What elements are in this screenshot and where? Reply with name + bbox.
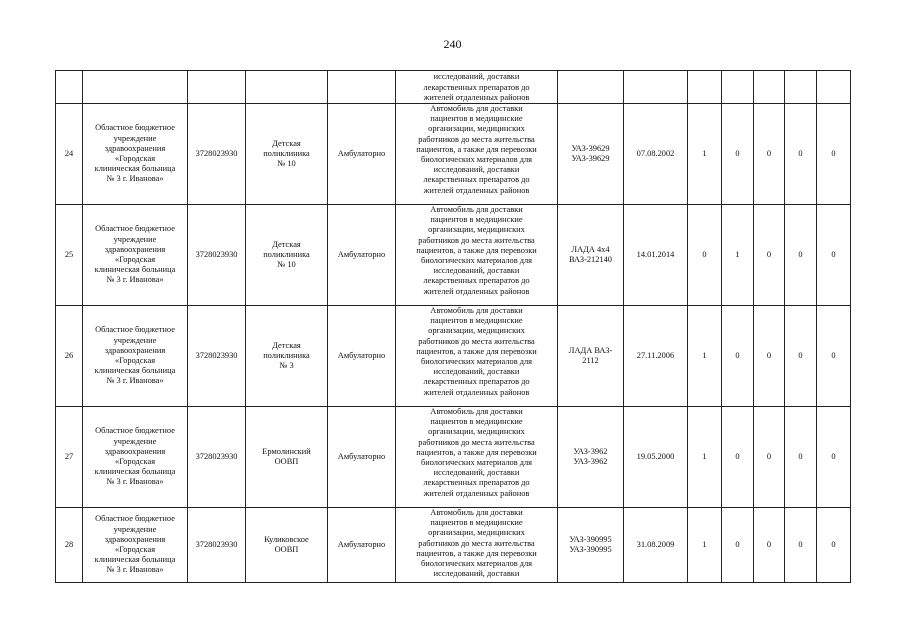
- cell-num: 27: [56, 407, 83, 508]
- cell-org: [83, 71, 188, 104]
- cell-c4: 0: [785, 508, 817, 583]
- cell-num: [56, 71, 83, 104]
- cell-care: Амбулаторно: [328, 508, 396, 583]
- cell-c4: 0: [785, 306, 817, 407]
- cell-vehicle: ЛАДА 4х4 ВАЗ-212140: [558, 205, 624, 306]
- cell-inn: 3728023930: [188, 508, 246, 583]
- cell-c5: 0: [817, 508, 851, 583]
- cell-num: 25: [56, 205, 83, 306]
- cell-c1: 1: [688, 407, 722, 508]
- cell-division: Детская поликлиника № 3: [246, 306, 328, 407]
- cell-vehicle: [558, 71, 624, 104]
- cell-date: 31.08.2009: [624, 508, 688, 583]
- cell-c3: 0: [754, 306, 785, 407]
- cell-org: Областное бюджетное учреждение здравоохранения «Городская клиническая больница № 3 г. Иванова»: [83, 104, 188, 205]
- cell-division: Ермолинский ООВП: [246, 407, 328, 508]
- cell-care: Амбулаторно: [328, 306, 396, 407]
- cell-c5: 0: [817, 306, 851, 407]
- cell-date: 07.08.2002: [624, 104, 688, 205]
- cell-org: Областное бюджетное учреждение здравоохранения «Городская клиническая больница № 3 г. Иванова»: [83, 407, 188, 508]
- cell-inn: 3728023930: [188, 407, 246, 508]
- cell-vehicle: УАЗ-39629 УАЗ-39629: [558, 104, 624, 205]
- cell-division: Детская поликлиника № 10: [246, 104, 328, 205]
- cell-date: 14.01.2014: [624, 205, 688, 306]
- cell-c5: 0: [817, 407, 851, 508]
- cell-c5: 0: [817, 104, 851, 205]
- cell-c4: 0: [785, 205, 817, 306]
- cell-org: Областное бюджетное учреждение здравоохранения «Городская клиническая больница № 3 г. Иванова»: [83, 508, 188, 583]
- table-row: [56, 205, 851, 306]
- cell-date: [624, 71, 688, 104]
- cell-division: [246, 71, 328, 104]
- cell-c4: 0: [785, 104, 817, 205]
- cell-c3: 0: [754, 407, 785, 508]
- cell-c2: 1: [722, 205, 754, 306]
- page-number: 240: [443, 37, 462, 51]
- cell-inn: 3728023930: [188, 104, 246, 205]
- cell-vehicle: ЛАДА ВАЗ- 2112: [558, 306, 624, 407]
- cell-num: 26: [56, 306, 83, 407]
- cell-c1: 0: [688, 205, 722, 306]
- cell-num: 28: [56, 508, 83, 583]
- cell-num: 24: [56, 104, 83, 205]
- cell-c2: 0: [722, 306, 754, 407]
- cell-inn: [188, 71, 246, 104]
- cell-c4: 0: [785, 407, 817, 508]
- cell-c3: [754, 71, 785, 104]
- table-row: [56, 407, 851, 508]
- cell-c5: 0: [817, 205, 851, 306]
- cell-purpose: исследований, доставки лекарственных препаратов до жителей отдаленных районов: [396, 71, 558, 104]
- cell-purpose: Автомобиль для доставки пациентов в медицинские организации, медицинских работников до места жительства пациентов, а также для перевозки биологических материалов для исследований, доставки лекарственных препаратов до жителей отдаленных районов: [396, 407, 558, 508]
- cell-date: 27.11.2006: [624, 306, 688, 407]
- cell-care: Амбулаторно: [328, 205, 396, 306]
- cell-c2: [722, 71, 754, 104]
- cell-c4: [785, 71, 817, 104]
- cell-c1: 1: [688, 508, 722, 583]
- cell-purpose: Автомобиль для доставки пациентов в медицинские организации, медицинских работников до места жительства пациентов, а также для перевозки биологических материалов для исследований, доставки лекарственных препаратов до жителей отдаленных районов: [396, 104, 558, 205]
- cell-c5: [817, 71, 851, 104]
- cell-c2: 0: [722, 407, 754, 508]
- cell-purpose: Автомобиль для доставки пациентов в медицинские организации, медицинских работников до места жительства пациентов, а также для перевозки биологических материалов для исследований, доставки лекарственных препаратов до жителей отдаленных районов: [396, 205, 558, 306]
- cell-c1: 1: [688, 306, 722, 407]
- cell-org: Областное бюджетное учреждение здравоохранения «Городская клиническая больница № 3 г. Иванова»: [83, 306, 188, 407]
- cell-c3: 0: [754, 508, 785, 583]
- cell-c3: 0: [754, 104, 785, 205]
- cell-care: Амбулаторно: [328, 104, 396, 205]
- table-row-continuation: [56, 71, 851, 104]
- cell-division: Детская поликлиника № 10: [246, 205, 328, 306]
- cell-c2: 0: [722, 508, 754, 583]
- cell-org: Областное бюджетное учреждение здравоохранения «Городская клиническая больница № 3 г. Иванова»: [83, 205, 188, 306]
- table-row: [56, 104, 851, 205]
- cell-care: Амбулаторно: [328, 407, 396, 508]
- cell-care: [328, 71, 396, 104]
- cell-division: Куликовское ООВП: [246, 508, 328, 583]
- cell-c2: 0: [722, 104, 754, 205]
- cell-date: 19.05.2000: [624, 407, 688, 508]
- cell-vehicle: УАЗ-390995 УАЗ-390995: [558, 508, 624, 583]
- table-row: [56, 306, 851, 407]
- cell-inn: 3728023930: [188, 205, 246, 306]
- cell-c1: [688, 71, 722, 104]
- vehicle-table: [55, 70, 851, 583]
- cell-vehicle: УАЗ-3962 УАЗ-3962: [558, 407, 624, 508]
- cell-c3: 0: [754, 205, 785, 306]
- cell-purpose: Автомобиль для доставки пациентов в медицинские организации, медицинских работников до места жительства пациентов, а также для перевозки биологических материалов для исследований, доставки: [396, 508, 558, 583]
- cell-purpose: Автомобиль для доставки пациентов в медицинские организации, медицинских работников до места жительства пациентов, а также для перевозки биологических материалов для исследований, доставки лекарственных препаратов до жителей отдаленных районов: [396, 306, 558, 407]
- cell-inn: 3728023930: [188, 306, 246, 407]
- cell-c1: 1: [688, 104, 722, 205]
- table-row: [56, 508, 851, 583]
